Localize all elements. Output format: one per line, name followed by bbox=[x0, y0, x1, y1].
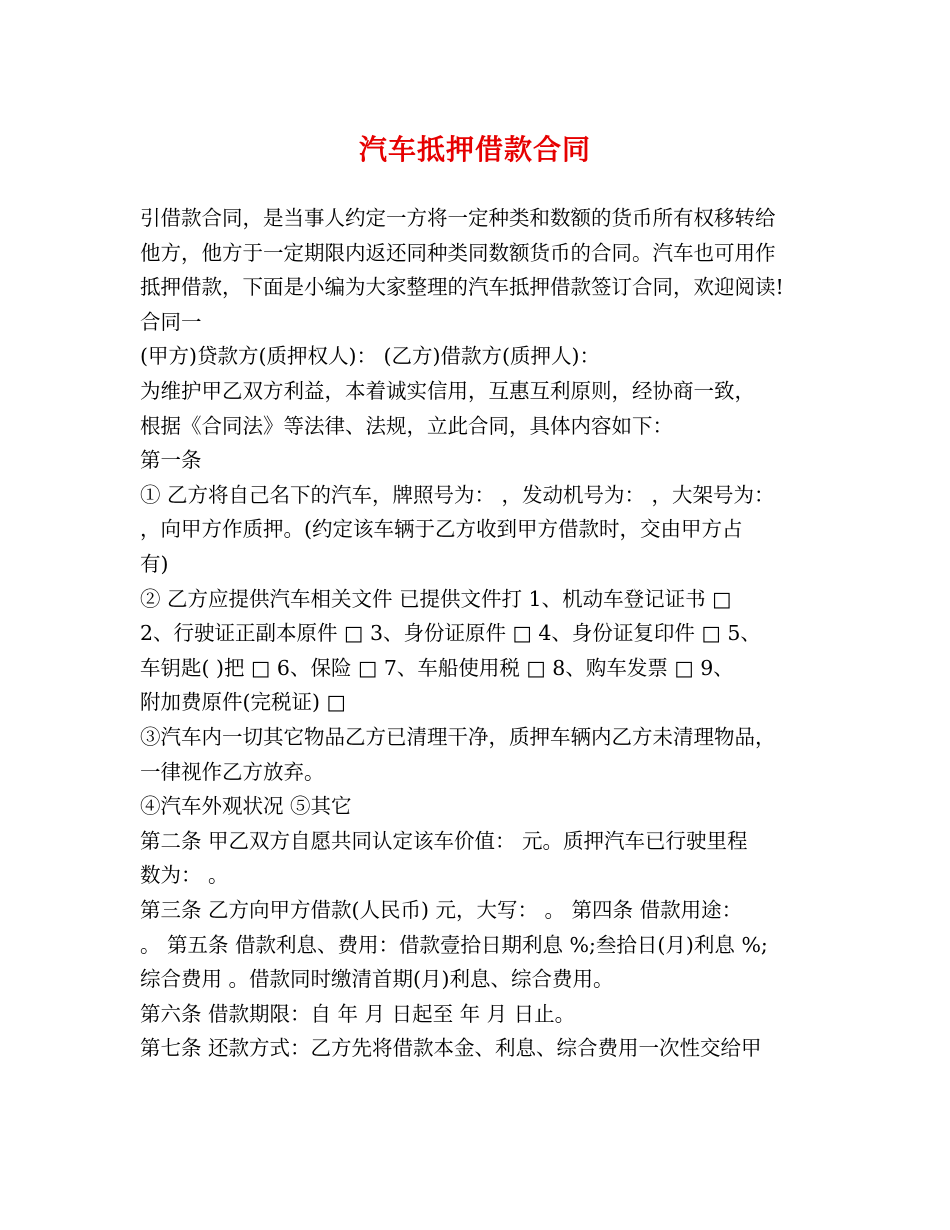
body-line: 第三条 乙方向甲方借款(人民币) 元，大写： 。 第四条 借款用途： bbox=[140, 898, 743, 922]
body-line: 2、行驶证正副本原件 □ 3、身份证原件 □ 4、身份证复印件 □ 5、 bbox=[140, 621, 761, 646]
body-line: 车钥匙( )把 □ 6、保险 □ 7、车船使用税 □ 8、购车发票 □ 9、 bbox=[140, 655, 734, 680]
body-line: 第二条 甲乙双方自愿共同认定该车价值： 元。质押汽车已行驶里程 bbox=[140, 828, 748, 853]
body-line: 数为： 。 bbox=[140, 863, 229, 888]
body-line: 一律视作乙方放弃。 bbox=[140, 759, 325, 784]
body-line: 。 第五条 借款利息、费用：借款壹拾日期利息 %;叁拾日(月)利息 %; bbox=[140, 932, 768, 957]
body-line: 第一条 bbox=[140, 448, 202, 473]
body-line: 引借款合同，是当事人约定一方将一定种类和数额的货币所有权移转给 bbox=[140, 206, 776, 230]
body-line: 综合费用 。借款同时缴清首期(月)利息、综合费用。 bbox=[140, 967, 614, 992]
body-line: 有) bbox=[140, 552, 169, 576]
body-line: ① 乙方将自己名下的汽车，牌照号为： ，发动机号为： ，大架号为： bbox=[140, 482, 775, 507]
body-line: 合同一 bbox=[140, 309, 202, 334]
body-line: 第六条 借款期限：自 年 月 日起至 年 月 日止。 bbox=[140, 1001, 576, 1026]
body-line: 第七条 还款方式：乙方先将借款本金、利息、综合费用一次性交给甲 bbox=[140, 1036, 762, 1061]
body-line: 他方，他方于一定期限内返还同种类同数额货币的合同。汽车也可用作 bbox=[140, 240, 776, 265]
body-line: ② 乙方应提供汽车相关文件 已提供文件打 1、机动车登记证书 □ bbox=[140, 586, 732, 611]
body-line: 根据《合同法》等法律、法规，立此合同，具体内容如下： bbox=[140, 413, 673, 438]
body-line: ④汽车外观状况 ⑤其它 bbox=[140, 794, 352, 819]
document-title: 汽车抵押借款合同 bbox=[358, 133, 591, 166]
body-line: 附加费原件(完税证) □ bbox=[140, 690, 346, 715]
body-line: 抵押借款，下面是小编为大家整理的汽车抵押借款签订合同，欢迎阅读! bbox=[140, 275, 784, 300]
body-line: ，向甲方作质押。(约定该车辆于乙方收到甲方借款时，交由甲方占 bbox=[140, 517, 743, 542]
body-line: (甲方)贷款方(质押权人)： (乙方)借款方(质押人)： bbox=[140, 344, 600, 369]
body-line: 为维护甲乙双方利益，本着诚实信用，互惠互利原则，经协商一致， bbox=[140, 379, 755, 403]
body-line: ③汽车内一切其它物品乙方已清理干净，质押车辆内乙方未清理物品， bbox=[140, 725, 776, 749]
